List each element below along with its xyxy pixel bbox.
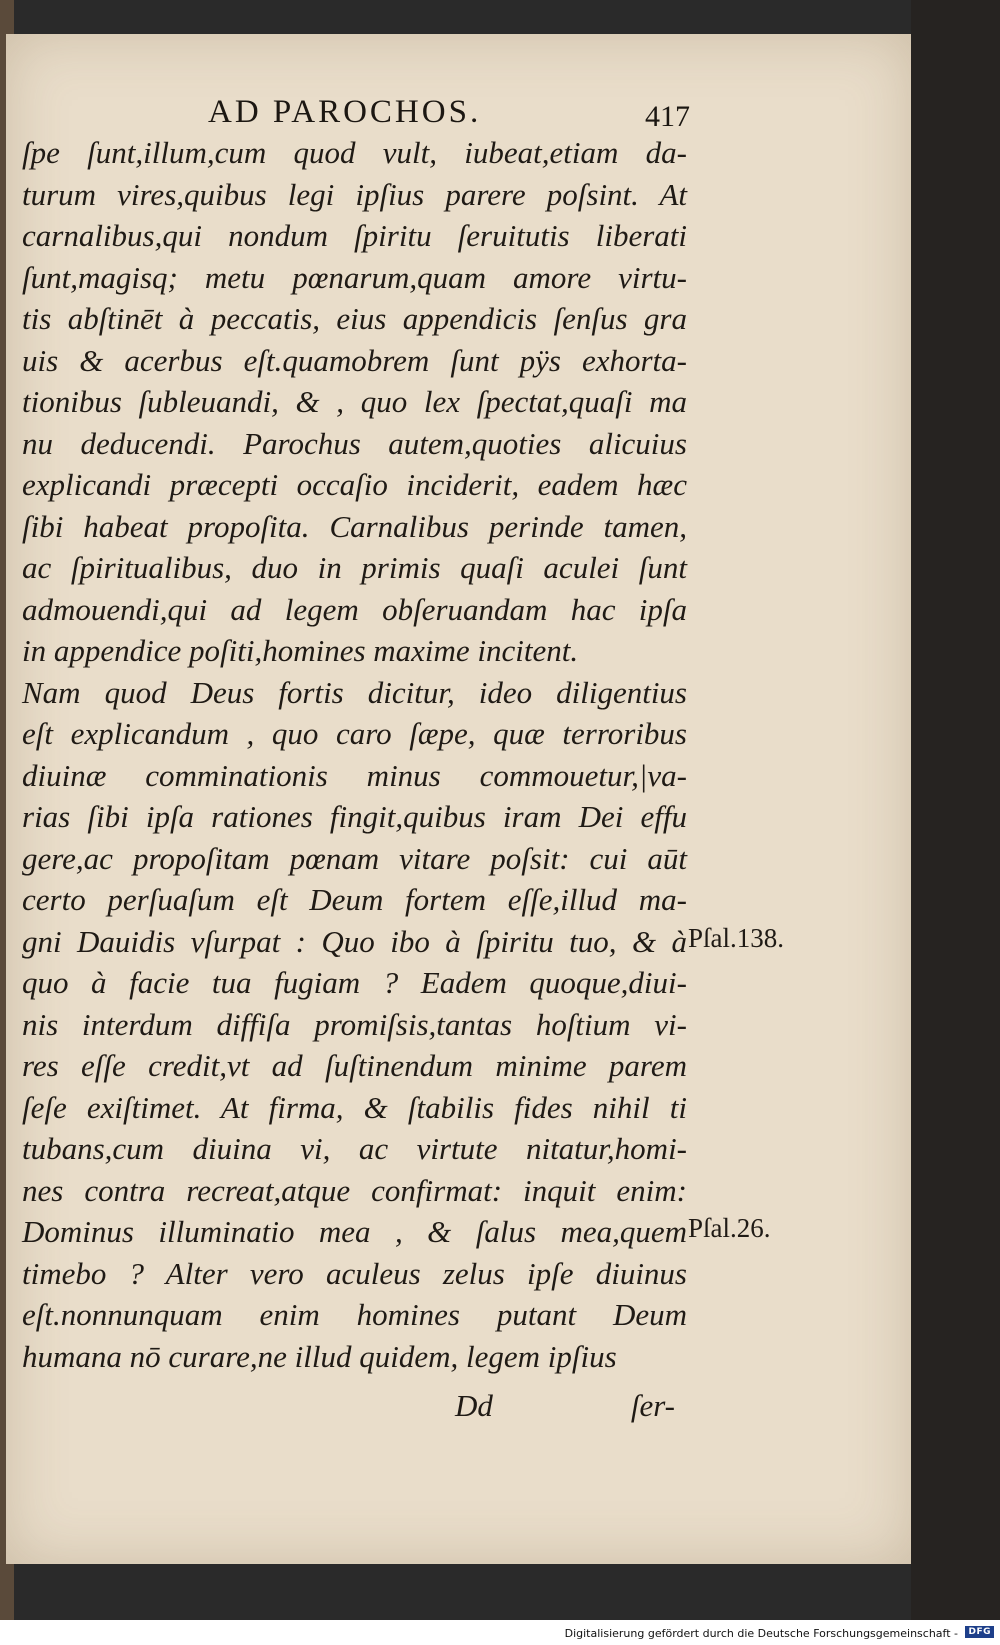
- running-head: AD PAROCHOS.: [208, 94, 482, 130]
- text-line: res eſſe credit,vt ad ſuſtinendum minime parem: [22, 1048, 687, 1083]
- text-line: carnalibus,qui nondum ſpiritu ſeruitutis liberati: [22, 218, 687, 253]
- body-text: [22, 132, 687, 1377]
- catchwords: [455, 1388, 675, 1424]
- dfg-logo: DFG: [965, 1626, 994, 1638]
- text-line: tis abſtinēt à peccatis, eius appendicis ſenſus gra: [22, 301, 687, 336]
- text-line: uis & acerbus eſt.quamobrem ſunt pÿs exhorta-: [22, 342, 687, 378]
- catchword: ſer-: [630, 1388, 675, 1423]
- text-line: eſt.nonnunquam enim homines putant Deum: [22, 1297, 687, 1332]
- signature-mark: Dd: [455, 1388, 493, 1423]
- text-line: ac ſpiritualibus, duo in primis quaſi aculei ſunt: [22, 550, 687, 585]
- text-line: explicandi præcepti occaſio inciderit, eadem hæc: [22, 467, 687, 502]
- text-line: diuinæ comminationis minus commouetur,|va-: [22, 757, 687, 793]
- text-line: nes contra recreat,atque confirmat: inquit enim:: [22, 1172, 687, 1208]
- text-line: turum vires,quibus legi ipſius parere poſsint. At: [22, 176, 687, 212]
- margin-note: Pſal.138.: [688, 922, 785, 953]
- text-line: timebo ? Alter vero aculeus zelus ipſe diuinus: [22, 1255, 687, 1291]
- margin-note: Pſal.26.: [688, 1213, 771, 1243]
- text-line: tionibus ſubleuandi, & , quo lex ſpectat,quaſi ma: [22, 384, 687, 419]
- text-line: Dominus illuminatio mea , & ſalus mea,quem: [22, 1214, 687, 1249]
- page-number: 417: [645, 100, 690, 133]
- text-line: Nam quod Deus fortis dicitur, ideo diligentius: [22, 674, 687, 710]
- footer-credit: Digitalisierung gefördert durch die Deutsche Forschungsgemeinschaft -: [564, 1627, 958, 1640]
- text-line: in appendice poſiti,homines maxime incitent.: [22, 633, 579, 668]
- text-line: ſpe ſunt,illum,cum quod vult, iubeat,etiam da-: [22, 135, 687, 170]
- text-line: certo perſuaſum eſt Deum fortem eſſe,illud ma-: [22, 882, 687, 917]
- text-line: quo à facie tua fugiam ? Eadem quoque,diui-: [22, 965, 687, 1000]
- text-line: gni Dauidis vſurpat : Quo ibo à ſpiritu tuo, & à: [22, 923, 687, 959]
- text-line: nu deducendi. Parochus autem,quoties alicuius: [22, 425, 687, 461]
- text-line: rias ſibi ipſa rationes fingit,quibus iram Dei effu: [22, 799, 687, 834]
- text-line: ſeſe exiſtimet. At firma, & ſtabilis fides nihil ti: [22, 1089, 687, 1125]
- text-line: gere,ac propoſitam pœnam vitare poſsit: cui aūt: [22, 840, 687, 876]
- text-line: humana nō curare,ne illud quidem, legem ipſius: [22, 1338, 617, 1374]
- text-line: nis interdum diffiſa promiſsis,tantas hoſtium vi-: [22, 1006, 687, 1042]
- text-line: ſibi habeat propoſita. Carnalibus perinde tamen,: [22, 508, 687, 544]
- text-line: tubans,cum diuina vi, ac virtute nitatur,homi-: [22, 1131, 687, 1166]
- text-line: eſt explicandum , quo caro ſæpe, quæ terroribus: [22, 716, 687, 751]
- text-line: ſunt,magisq; metu pœnarum,quam amore virtu-: [22, 259, 687, 295]
- text-line: admouendi,qui ad legem obſeruandam hac ipſa: [22, 591, 687, 627]
- book-cover-board: [911, 0, 1000, 1620]
